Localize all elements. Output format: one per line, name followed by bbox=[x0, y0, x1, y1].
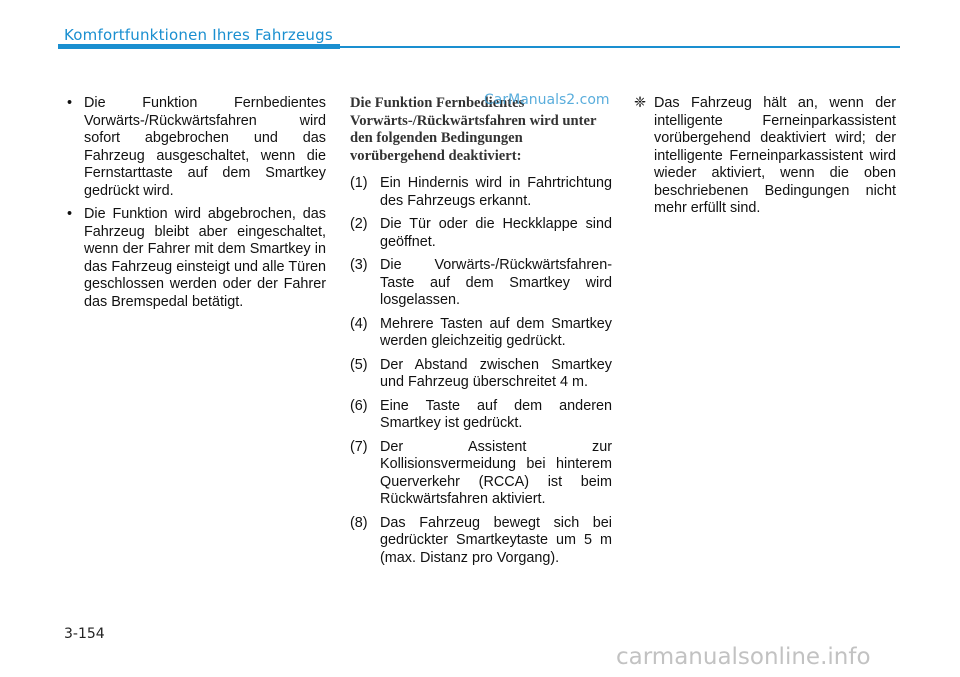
item-number: (5) bbox=[350, 356, 368, 373]
list-item bbox=[350, 216, 612, 251]
page-header-title: Komfortfunktionen Ihres Fahrzeugs bbox=[64, 26, 333, 44]
note-text: Das Fahrzeug hält an, wenn der intelligente Ferneinparkassistent vorübergehend deaktiviert wird; der intelligente Ferneinparkassistent wird wieder aktiviert, wenn die oben beschriebenen Bedingungen nicht mehr erfüllt sind. bbox=[654, 95, 896, 216]
item-text: Mehrere Tasten auf dem Smartkey werden gleichzeitig gedrückt. bbox=[380, 315, 612, 349]
item-text: Der Abstand zwischen Smartkey und Fahrzeug überschreitet 4 m. bbox=[380, 356, 612, 390]
watermark-bottom: carmanualsonline.info bbox=[616, 644, 871, 670]
item-text: Die Vorwärts-/Rückwärtsfahren-Taste auf dem Smartkey wird losgelassen. bbox=[380, 257, 612, 308]
item-number: (7) bbox=[350, 438, 368, 455]
bullet-text: Die Funktion Fernbedientes Vorwärts-/Rückwärtsfahren wird sofort abgebrochen und das Fahrzeug ausgeschaltet, wenn die Fernstarttaste auf dem Smartkey gedrückt wird. bbox=[84, 95, 326, 199]
note-block bbox=[634, 95, 896, 218]
page-number: 3-154 bbox=[64, 626, 105, 642]
bullet-dot-icon: • bbox=[67, 95, 73, 111]
item-text: Die Tür oder die Heckklappe sind geöffnet. bbox=[380, 216, 612, 250]
item-number: (6) bbox=[350, 397, 368, 414]
column-right bbox=[634, 95, 896, 218]
item-number: (4) bbox=[350, 315, 368, 332]
list-item bbox=[350, 316, 612, 351]
bullet-dot-icon: • bbox=[67, 206, 73, 222]
bullet-text: Die Funktion wird abgebrochen, das Fahrzeug bleibt aber eingeschaltet, wenn der Fahrer mit dem Smartkey in das Fahrzeug einsteigt und alle Türen geschlossen werden oder der Fahrer das Bremspedal betätigt. bbox=[84, 206, 326, 310]
item-number: (8) bbox=[350, 514, 368, 531]
watermark-top: CarManuals2.com bbox=[484, 92, 610, 108]
column-left bbox=[64, 95, 326, 317]
header-rule-thin bbox=[340, 46, 900, 48]
list-item bbox=[350, 515, 612, 568]
header-rule-thick bbox=[58, 44, 340, 49]
item-number: (3) bbox=[350, 257, 368, 273]
list-item bbox=[350, 175, 612, 210]
item-text: Ein Hindernis wird in Fahrtrichtung des Fahrzeugs erkannt. bbox=[380, 175, 612, 209]
bullet-item bbox=[64, 95, 326, 200]
item-number: (2) bbox=[350, 216, 368, 232]
item-text: Eine Taste auf dem anderen Smartkey ist gedrückt. bbox=[380, 397, 612, 431]
note-symbol-icon: ❈ bbox=[634, 95, 647, 111]
bullet-item bbox=[64, 206, 326, 311]
item-text: Der Assistent zur Kollisionsvermeidung bei hinterem Querverkehr (RCCA) ist beim Rückwärtsfahren aktiviert. bbox=[380, 438, 612, 507]
list-item bbox=[350, 257, 612, 310]
list-item bbox=[350, 357, 612, 392]
list-item bbox=[350, 398, 612, 433]
section-heading: Die Funktion Fernbedientes Vorwärts-/Rückwärtsfahren wird unter den folgenden Bedingungen vorübergehend deaktiviert: bbox=[350, 95, 597, 164]
item-text: Das Fahrzeug bewegt sich bei gedrückter Smartkeytaste um 5 m (max. Distanz pro Vorgang). bbox=[380, 514, 612, 566]
list-item bbox=[350, 439, 612, 509]
column-middle bbox=[350, 95, 612, 573]
item-number: (1) bbox=[350, 175, 368, 191]
